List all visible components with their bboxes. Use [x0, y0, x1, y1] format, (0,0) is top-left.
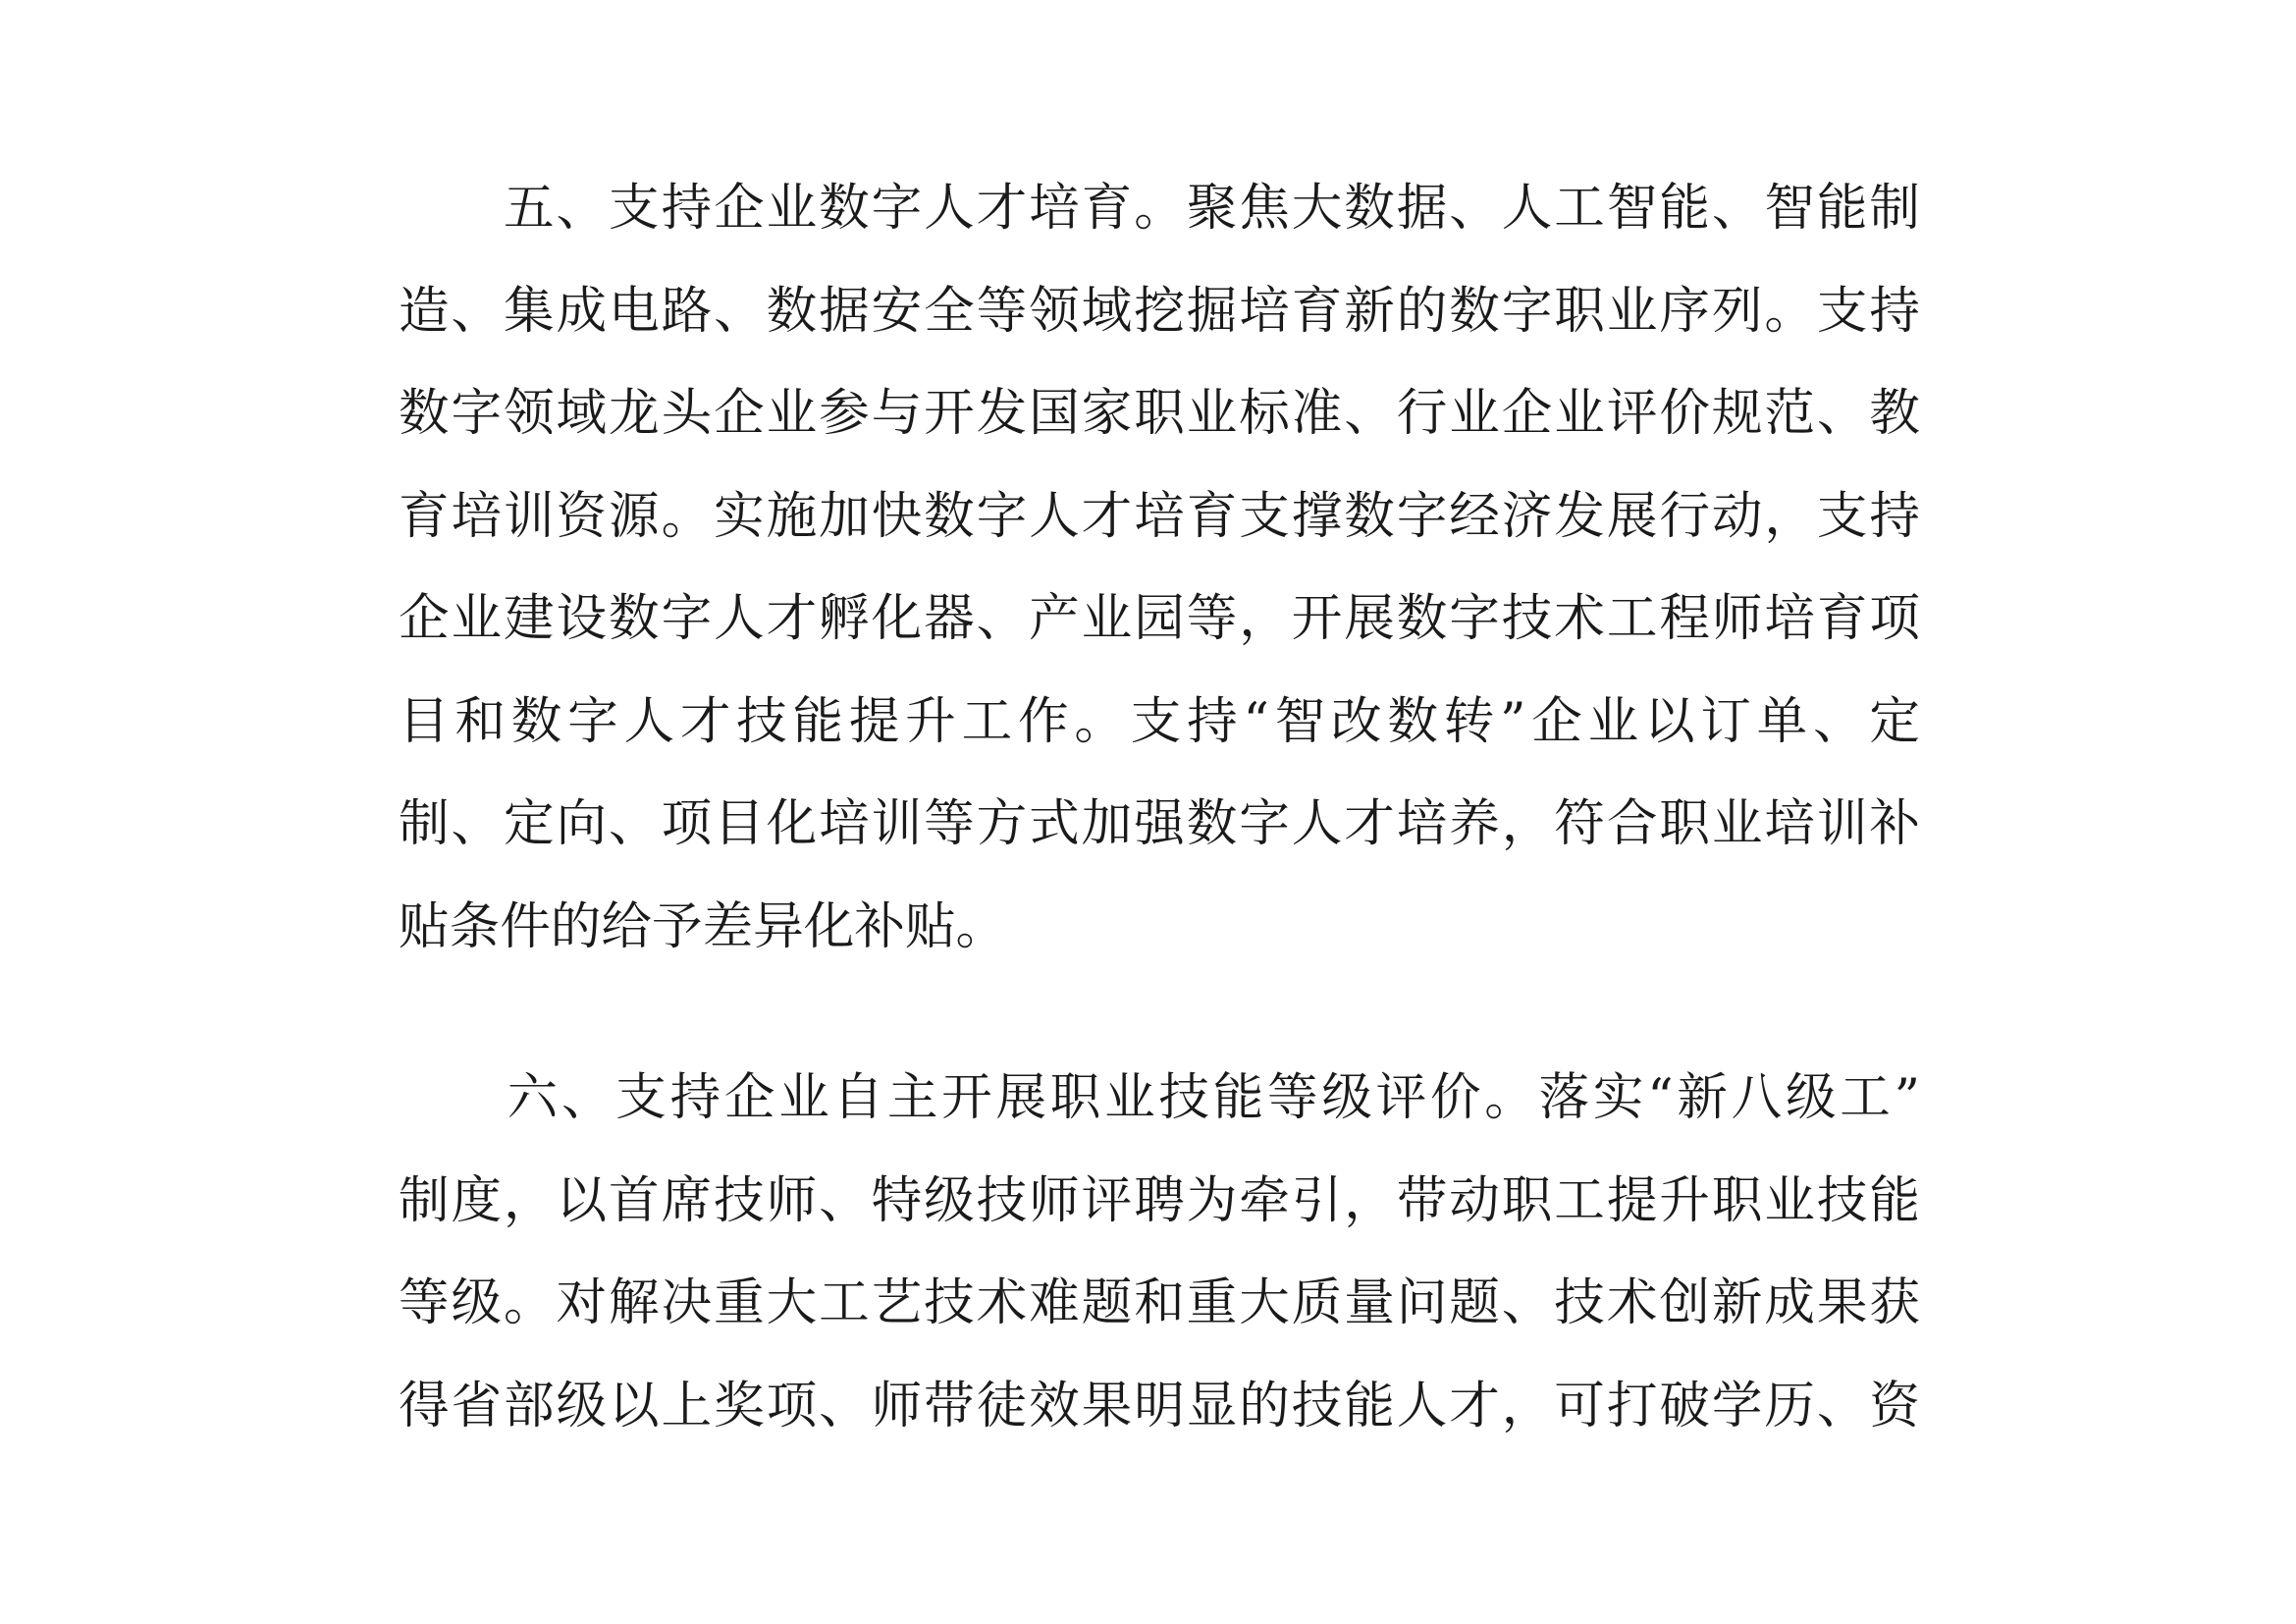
- document-body: [399, 157, 1920, 1457]
- text-line: 六、支持企业自主开展职业技能等级评价。落实“新八级工”: [399, 1068, 1920, 1127]
- text-line: 目和数字人才技能提升工作。支持“智改数转”企业以订单、定: [399, 691, 1920, 751]
- paragraph-5: [399, 157, 1920, 978]
- text-line: 育培训资源。实施加快数字人才培育支撑数字经济发展行动，支持: [399, 486, 1920, 546]
- text-line: 得省部级以上奖项、师带徒效果明显的技能人才，可打破学历、资: [399, 1376, 1920, 1435]
- text-line: 制、定向、项目化培训等方式加强数字人才培养，符合职业培训补: [399, 794, 1920, 853]
- text-line: 贴条件的给予差异化补贴。: [399, 896, 1007, 956]
- paragraph-gap: [399, 978, 1920, 1047]
- text-line: 制度，以首席技师、特级技师评聘为牵引，带动职工提升职业技能: [399, 1170, 1920, 1230]
- text-line: 企业建设数字人才孵化器、产业园等，开展数字技术工程师培育项: [399, 589, 1920, 648]
- text-line: 数字领域龙头企业参与开发国家职业标准、行业企业评价规范、教: [399, 384, 1920, 443]
- paragraph-6: [399, 1047, 1920, 1457]
- text-line: 造、集成电路、数据安全等领域挖掘培育新的数字职业序列。支持: [399, 281, 1920, 341]
- text-line: 五、支持企业数字人才培育。聚焦大数据、人工智能、智能制: [399, 179, 1920, 238]
- text-line: 等级。对解决重大工艺技术难题和重大质量问题、技术创新成果获: [399, 1273, 1920, 1332]
